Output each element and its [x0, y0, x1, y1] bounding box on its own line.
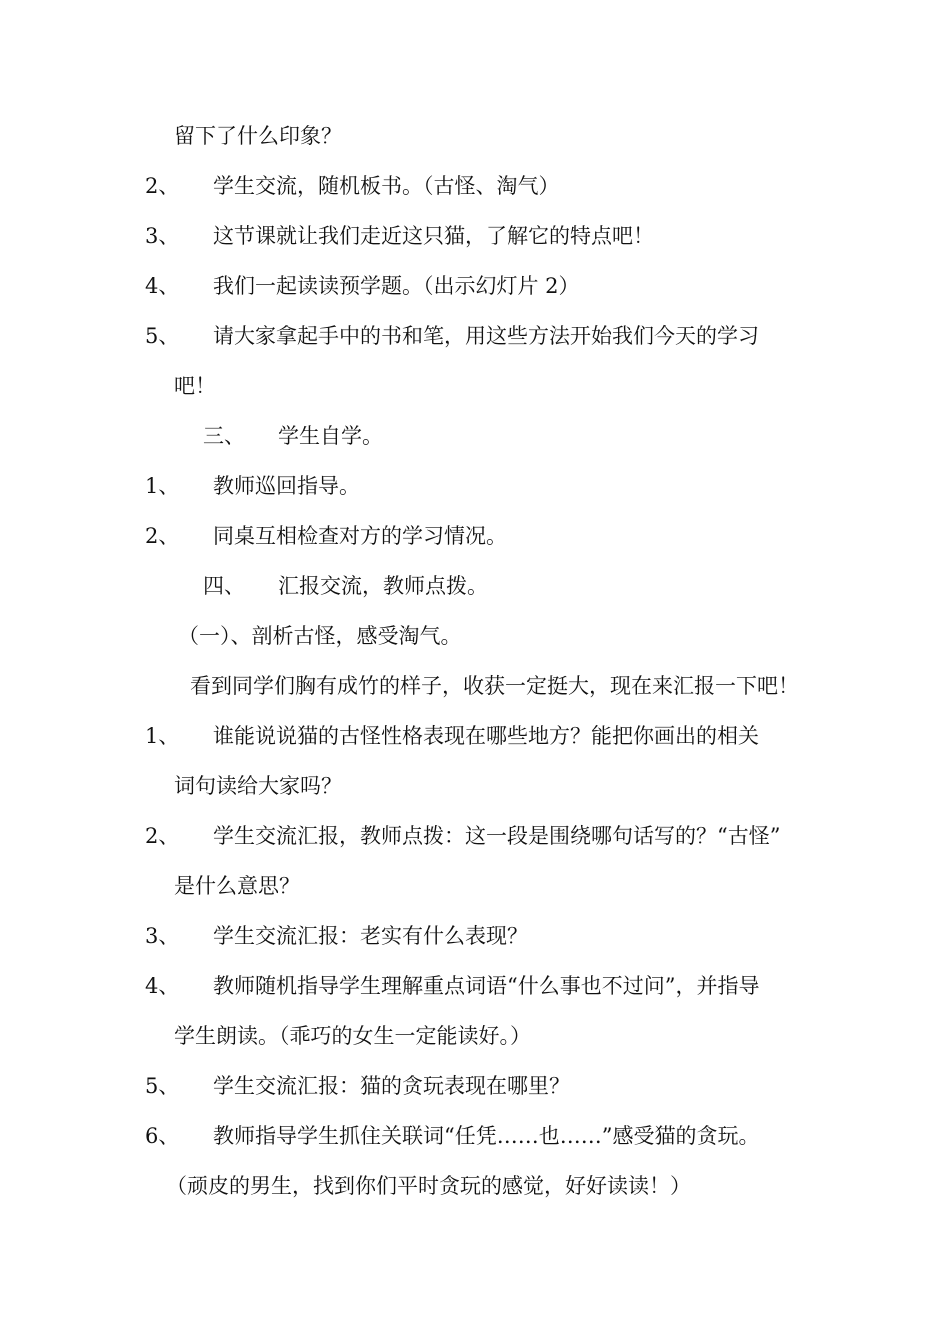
- section-3-number: 三、: [203, 424, 245, 448]
- line-19-text: 学生朗读。（乖巧的女生一定能读好。）: [174, 1024, 531, 1048]
- line-2-number: 2、: [145, 174, 180, 198]
- section-3-heading: 学生自学。: [278, 424, 383, 448]
- subsection-heading: （一）、剖析古怪，感受淘气。: [178, 624, 462, 648]
- line-15-text: 学生交流汇报，教师点拨：这一段是围绕哪句话写的？“古怪”: [213, 824, 781, 848]
- line-4-number: 4、: [145, 274, 180, 298]
- line-8-text: 教师巡回指导。: [213, 474, 360, 498]
- line-18-number: 4、: [145, 974, 180, 998]
- line-17-number: 3、: [145, 924, 180, 948]
- line-13-text: 谁能说说猫的古怪性格表现在哪些地方？能把你画出的相关: [213, 724, 759, 748]
- section-4-heading: 汇报交流，教师点拨。: [278, 574, 488, 598]
- line-21-text: 教师指导学生抓住关联词“任凭……也……”感受猫的贪玩。: [213, 1124, 760, 1148]
- line-4-text: 我们一起读读预学题。（出示幻灯片 2）: [213, 274, 580, 298]
- intro-paragraph: 看到同学们胸有成竹的样子，收获一定挺大，现在来汇报一下吧！: [190, 674, 799, 698]
- line-18-text: 教师随机指导学生理解重点词语“什么事也不过问”，并指导: [213, 974, 760, 998]
- line-15-number: 2、: [145, 824, 180, 848]
- line-3-text: 这节课就让我们走近这只猫，了解它的特点吧！: [213, 224, 654, 248]
- line-20-text: 学生交流汇报：猫的贪玩表现在哪里？: [213, 1074, 570, 1098]
- line-21-number: 6、: [145, 1124, 180, 1148]
- line-1-text: 留下了什么印象？: [174, 124, 342, 148]
- line-22-text: （顽皮的男生，找到你们平时贪玩的感觉，好好读读！）: [166, 1174, 691, 1198]
- line-20-number: 5、: [145, 1074, 180, 1098]
- line-17-text: 学生交流汇报：老实有什么表现？: [213, 924, 528, 948]
- line-16-text: 是什么意思？: [174, 874, 300, 898]
- line-8-number: 1、: [145, 474, 180, 498]
- line-9-text: 同桌互相检查对方的学习情况。: [213, 524, 507, 548]
- line-9-number: 2、: [145, 524, 180, 548]
- line-5-text: 请大家拿起手中的书和笔，用这些方法开始我们今天的学习: [213, 324, 759, 348]
- line-2-text: 学生交流，随机板书。（古怪、淘气）: [213, 174, 560, 198]
- section-4-number: 四、: [203, 574, 245, 598]
- line-5-number: 5、: [145, 324, 180, 348]
- line-6-text: 吧！: [174, 374, 216, 398]
- line-14-text: 词句读给大家吗？: [174, 774, 342, 798]
- line-3-number: 3、: [145, 224, 180, 248]
- line-13-number: 1、: [145, 724, 180, 748]
